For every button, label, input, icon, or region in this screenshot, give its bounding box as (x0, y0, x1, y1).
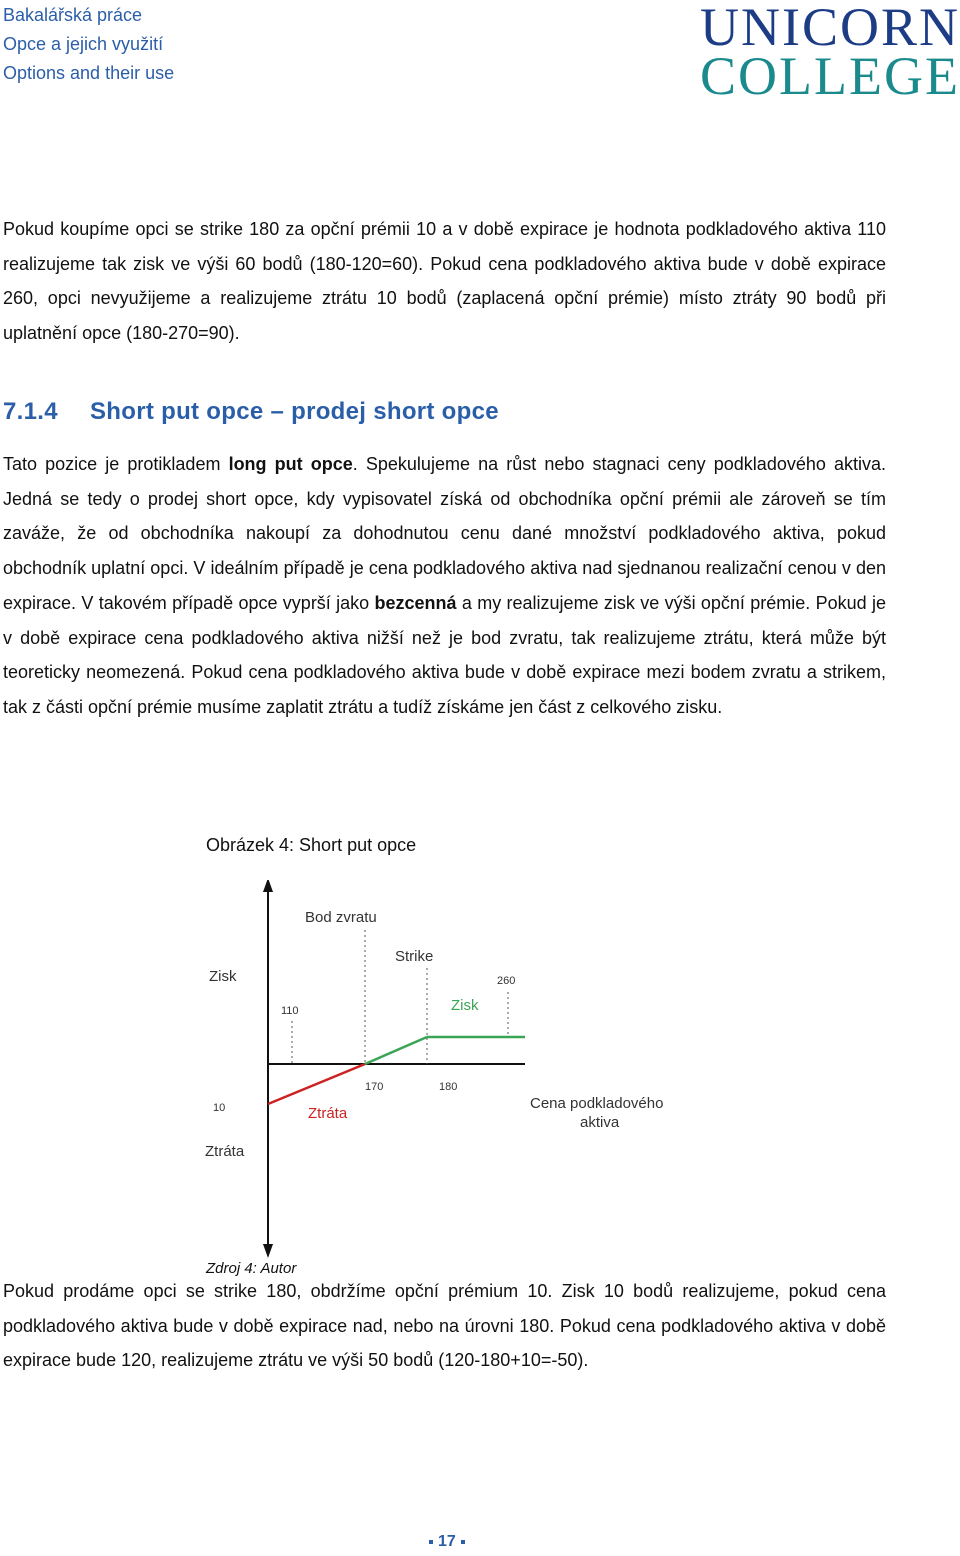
label-zisk-axis: Zisk (209, 968, 237, 985)
bullet-right-icon (461, 1540, 465, 1544)
y-axis-arrow-down-icon (263, 1244, 273, 1258)
label-ztrata-line: Ztráta (308, 1105, 348, 1122)
body-bold-long-put: long put opce (228, 454, 353, 474)
page-number (424, 1533, 470, 1551)
label-x-axis-line1: Cena podkladového (530, 1095, 664, 1112)
label-zisk-line: Zisk (451, 997, 479, 1014)
body-text-3: a my realizujeme zisk ve výši opční prémie. Pokud je v době expirace cena podkladového aktiva nižší než je bod zvratu, tak realizujeme ztrátu, která může být teoreticky neomezená. Pokud cena podkladového aktiva bude v době expirace mezi bodem zvratu a strikem, tak z části opční prémie musíme zaplatit ztrátu a tudíž získáme jen část z celkového zisku. (3, 592, 886, 717)
unicorn-college-logo (700, 0, 960, 106)
loss-line (268, 1064, 365, 1104)
figure-source: Zdroj 4: Autor (206, 1260, 297, 1277)
bullet-left-icon (429, 1540, 433, 1544)
y-axis-arrow-up-icon (263, 880, 273, 892)
header-title: Bakalářská práce (3, 5, 143, 25)
label-180: 180 (439, 1081, 458, 1093)
header-subtitle-en: Options and their use (3, 63, 175, 83)
label-strike: Strike (395, 948, 434, 965)
body-bold-bezcenna: bezcenná (374, 592, 457, 613)
label-10: 10 (213, 1102, 226, 1114)
label-110: 110 (281, 1005, 299, 1017)
figure-caption: Obrázek 4: Short put opce (206, 835, 417, 855)
body-text-2: . Spekulujeme na růst nebo stagnaci ceny podkladového aktiva. Jedná se tedy o prodej short opce, kdy vypisovatel získá od obchodníka opční prémii ale zároveň se tím zaváže, že od obchodníka nakoupí za dohodnutou cenu dané množství podkladového aktiva, pokud obchodník uplatní opci. V ideálním případě je cena podkladového aktiva nad sjednanou realizační cenou v den expirace. V takovém případě opce vyprší jako (3, 454, 887, 613)
body-text-1: Tato pozice je protikladem (3, 454, 229, 474)
label-x-axis-line2: aktiva (580, 1114, 620, 1131)
label-ztrata-axis: Ztráta (205, 1143, 245, 1160)
label-170: 170 (365, 1081, 384, 1093)
closing-paragraph: Pokud prodáme opci se strike 180, obdržíme opční prémium 10. Zisk 10 bodů realizujeme, pokud cena podkladového aktiva bude v době expirace nad, nebo na úrovni 180. Pokud cena podkladového aktiva v době expirace bude 120, realizujeme ztrátu ve výši 50 bodů (120-180+10=-50). (3, 1281, 886, 1371)
page-number-value: 17 (438, 1533, 456, 1550)
logo-line-unicorn: UNICORN (700, 0, 960, 57)
intro-paragraph: Pokud koupíme opci se strike 180 za opční prémii 10 a v době expirace je hodnota podkladového aktiva 110 realizujeme tak zisk ve výši 60 bodů (180-120=60). Pokud cena podkladového aktiva bude v době expirace 260, opci nevyužijeme a realizujeme ztrátu 10 bodů (zaplacená opční prémie) místo ztráty 90 bodů při uplatnění opce (180-270=90). (3, 219, 886, 344)
section-heading (3, 398, 499, 426)
header-subtitle-cz: Opce a jejich využití (3, 34, 164, 54)
section-number: 7.1.4 (3, 398, 58, 425)
body-paragraph (3, 447, 886, 725)
short-put-payoff-diagram (195, 880, 715, 1270)
label-260: 260 (497, 975, 516, 987)
profit-rising-line (365, 1037, 427, 1064)
logo-line-college: COLLEGE (700, 46, 960, 106)
section-title: Short put opce – prodej short opce (90, 398, 499, 425)
label-bod-zvratu: Bod zvratu (305, 909, 377, 926)
